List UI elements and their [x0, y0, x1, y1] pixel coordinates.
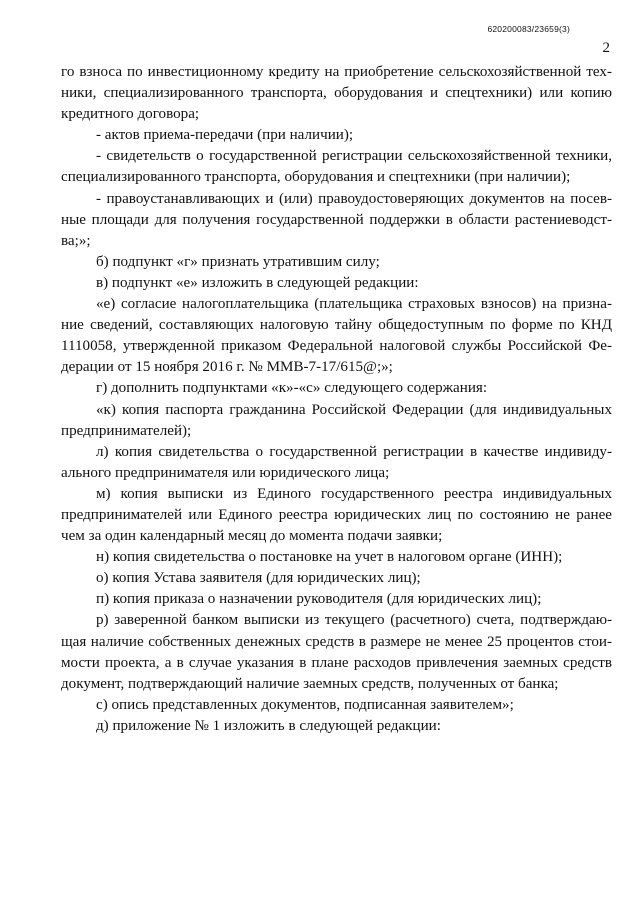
- text-line: г) дополнить подпунктами «к»-«с» следующего содержания:: [96, 380, 488, 397]
- text-line: мости проекта, а в случае указания в плане расходов привлечения заемных средств: [61, 654, 612, 671]
- text-line: ального предпринимателя или юридического лица;: [61, 464, 390, 481]
- text-line: 1110058, утвержденной приказом Федеральной налоговой службы Российской Фе-: [61, 338, 612, 355]
- text-line: «к) копия паспорта гражданина Российской Федерации (для индивидуальных: [96, 401, 612, 418]
- text-line: предпринимателей или Единого реестра юридических лиц по состоянию не ранее: [61, 506, 612, 523]
- text-line: о) копия Устава заявителя (для юридических лиц);: [96, 570, 421, 587]
- text-line: н) копия свидетельства о постановке на учет в налоговом органе (ИНН);: [96, 549, 563, 566]
- document-body: [61, 62, 612, 737]
- page-number: 2: [602, 40, 610, 56]
- text-line: - правоустанавливающих и (или) правоудостоверяющих документов на посев-: [96, 190, 612, 207]
- text-line: в) подпункт «е» изложить в следующей редакции:: [96, 274, 419, 291]
- text-line: - свидетельств о государственной регистрации сельскохозяйственной техники,: [96, 148, 612, 165]
- text-line: специализированного транспорта, оборудования и спецтехники (при наличии);: [61, 169, 571, 186]
- text-line: д) приложение № 1 изложить в следующей редакции:: [96, 717, 441, 734]
- text-line: м) копия выписки из Единого государственного реестра индивидуальных: [96, 485, 612, 502]
- text-line: предпринимателей);: [61, 422, 192, 439]
- text-line: с) опись представленных документов, подписанная заявителем»;: [96, 696, 514, 713]
- text-line: ные площади для получения государственной поддержки в области растениеводст-: [61, 211, 612, 228]
- text-line: п) копия приказа о назначении руководителя (для юридических лиц);: [96, 591, 542, 608]
- text-line: дерации от 15 ноября 2016 г. № ММВ-7-17/615@;»;: [61, 359, 393, 376]
- text-line: щая наличие собственных денежных средств в размере не менее 25 процентов стои-: [61, 633, 612, 650]
- text-line: чем за один календарный месяц до момента подачи заявки;: [61, 528, 443, 545]
- text-line: л) копия свидетельства о государственной регистрации в качестве индивиду-: [96, 443, 612, 460]
- text-line: ние сведений, составляющих налоговую тайну общедоступным по форме по КНД: [61, 317, 612, 334]
- text-line: кредитного договора;: [61, 106, 200, 123]
- text-line: го взноса по инвестиционному кредиту на приобретение сельскохозяйственной тех-: [61, 64, 612, 80]
- document-id: 620200083/23659(3): [487, 24, 570, 34]
- text-line: «е) согласие налогоплательщика (плательщика страховых взносов) на призна-: [96, 296, 612, 313]
- text-line: ва;»;: [61, 232, 91, 249]
- text-line: ники, специализированного транспорта, оборудования и спецтехники) или копию: [61, 85, 612, 102]
- text-line: р) заверенной банком выписки из текущего (расчетного) счета, подтверждаю-: [96, 612, 612, 629]
- text-line: б) подпункт «г» признать утратившим силу;: [96, 253, 380, 270]
- text-line: - актов приема-передачи (при наличии);: [96, 127, 354, 144]
- text-line: документ, подтверждающий наличие заемных средств, полученных от банка;: [61, 675, 559, 692]
